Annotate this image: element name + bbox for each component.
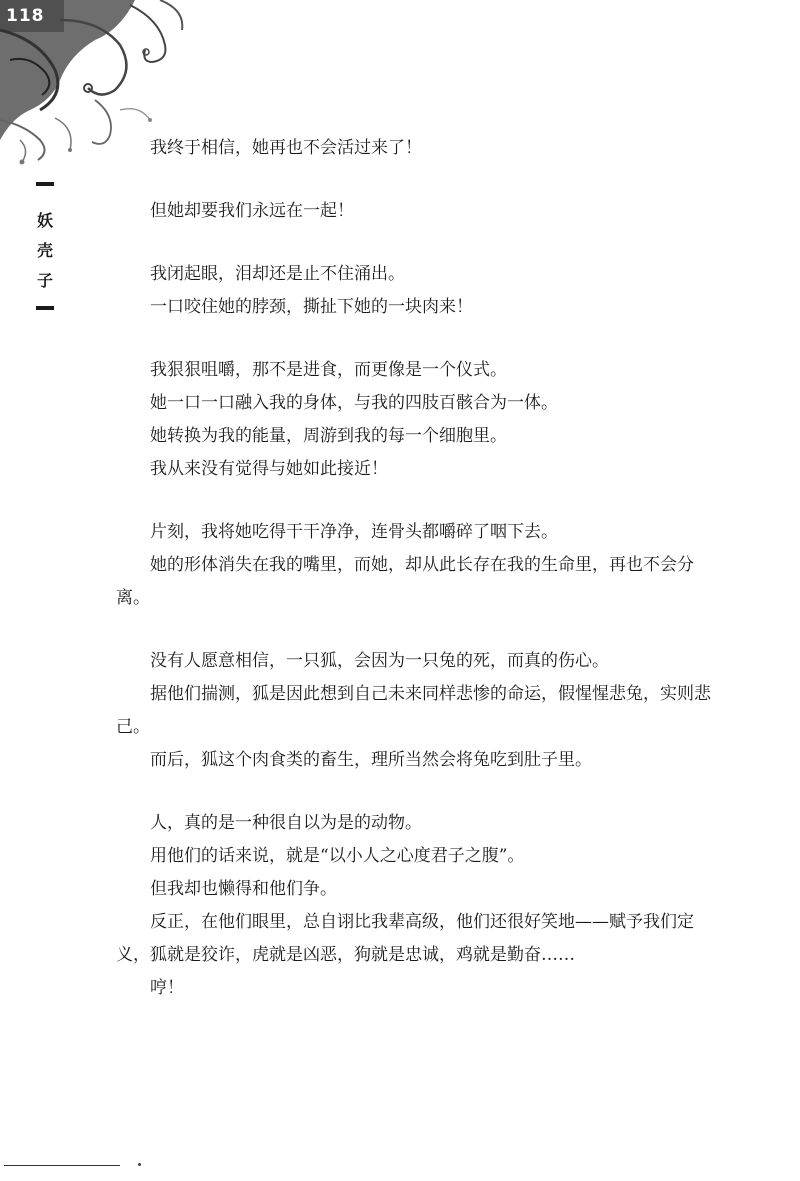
text-line: 没有人愿意相信，一只狐，会因为一只兔的死，而真的伤心。 (150, 651, 609, 671)
body-text (116, 132, 712, 1005)
text-line: 她的形体消失在我的嘴里，而她，却从此长存在我的生命里，再也不会分离。 (116, 555, 694, 608)
footer-rule (4, 1165, 120, 1166)
text-line: 我从来没有觉得与她如此接近！ (150, 459, 388, 479)
title-bar-bottom (36, 306, 54, 310)
footer-dot (138, 1163, 141, 1166)
text-line: 一口咬住她的脖颈，撕扯下她的一块肉来！ (150, 297, 473, 317)
title-bar-top (36, 182, 54, 186)
paragraph (116, 516, 712, 615)
paragraph (116, 354, 712, 486)
running-title (33, 182, 57, 310)
text-line: 人，真的是一种很自以为是的动物。 (150, 813, 422, 833)
title-char: 子 (36, 271, 53, 290)
text-line: 我狠狠咀嚼，那不是进食，而更像是一个仪式。 (150, 360, 507, 380)
paragraph (116, 258, 712, 324)
text-line: 用他们的话来说，就是“以小人之心度君子之腹”。 (150, 846, 525, 866)
text-line: 我闭起眼，泪却还是止不住涌出。 (150, 264, 405, 284)
paragraph (116, 195, 712, 228)
text-line: 据他们揣测，狐是因此想到自己未来同样悲惨的命运，假惺惺悲兔，实则悲己。 (116, 684, 711, 737)
text-line: 片刻，我将她吃得干干净净，连骨头都嚼碎了咽下去。 (150, 522, 558, 542)
page-number: 118 (6, 6, 45, 26)
title-char: 壳 (36, 241, 53, 260)
text-line: 我终于相信，她再也不会活过来了！ (150, 138, 422, 158)
text-line: 哼！ (150, 978, 184, 998)
text-line: 反正，在他们眼里，总自诩比我辈高级，他们还很好笑地——赋予我们定义，狐就是狡诈，虎就是凶恶，狗就是忠诚，鸡就是勤奋…… (116, 912, 694, 965)
title-char: 妖 (36, 211, 53, 230)
text-line: 但她却要我们永远在一起！ (150, 201, 354, 221)
text-line: 她一口一口融入我的身体，与我的四肢百骸合为一体。 (150, 393, 558, 413)
paragraph (116, 645, 712, 777)
text-line: 她转换为我的能量，周游到我的每一个细胞里。 (150, 426, 507, 446)
paragraph (116, 132, 712, 165)
text-line: 而后，狐这个肉食类的畜生，理所当然会将兔吃到肚子里。 (150, 750, 592, 770)
paragraph (116, 807, 712, 1005)
text-line: 但我却也懒得和他们争。 (150, 879, 337, 899)
